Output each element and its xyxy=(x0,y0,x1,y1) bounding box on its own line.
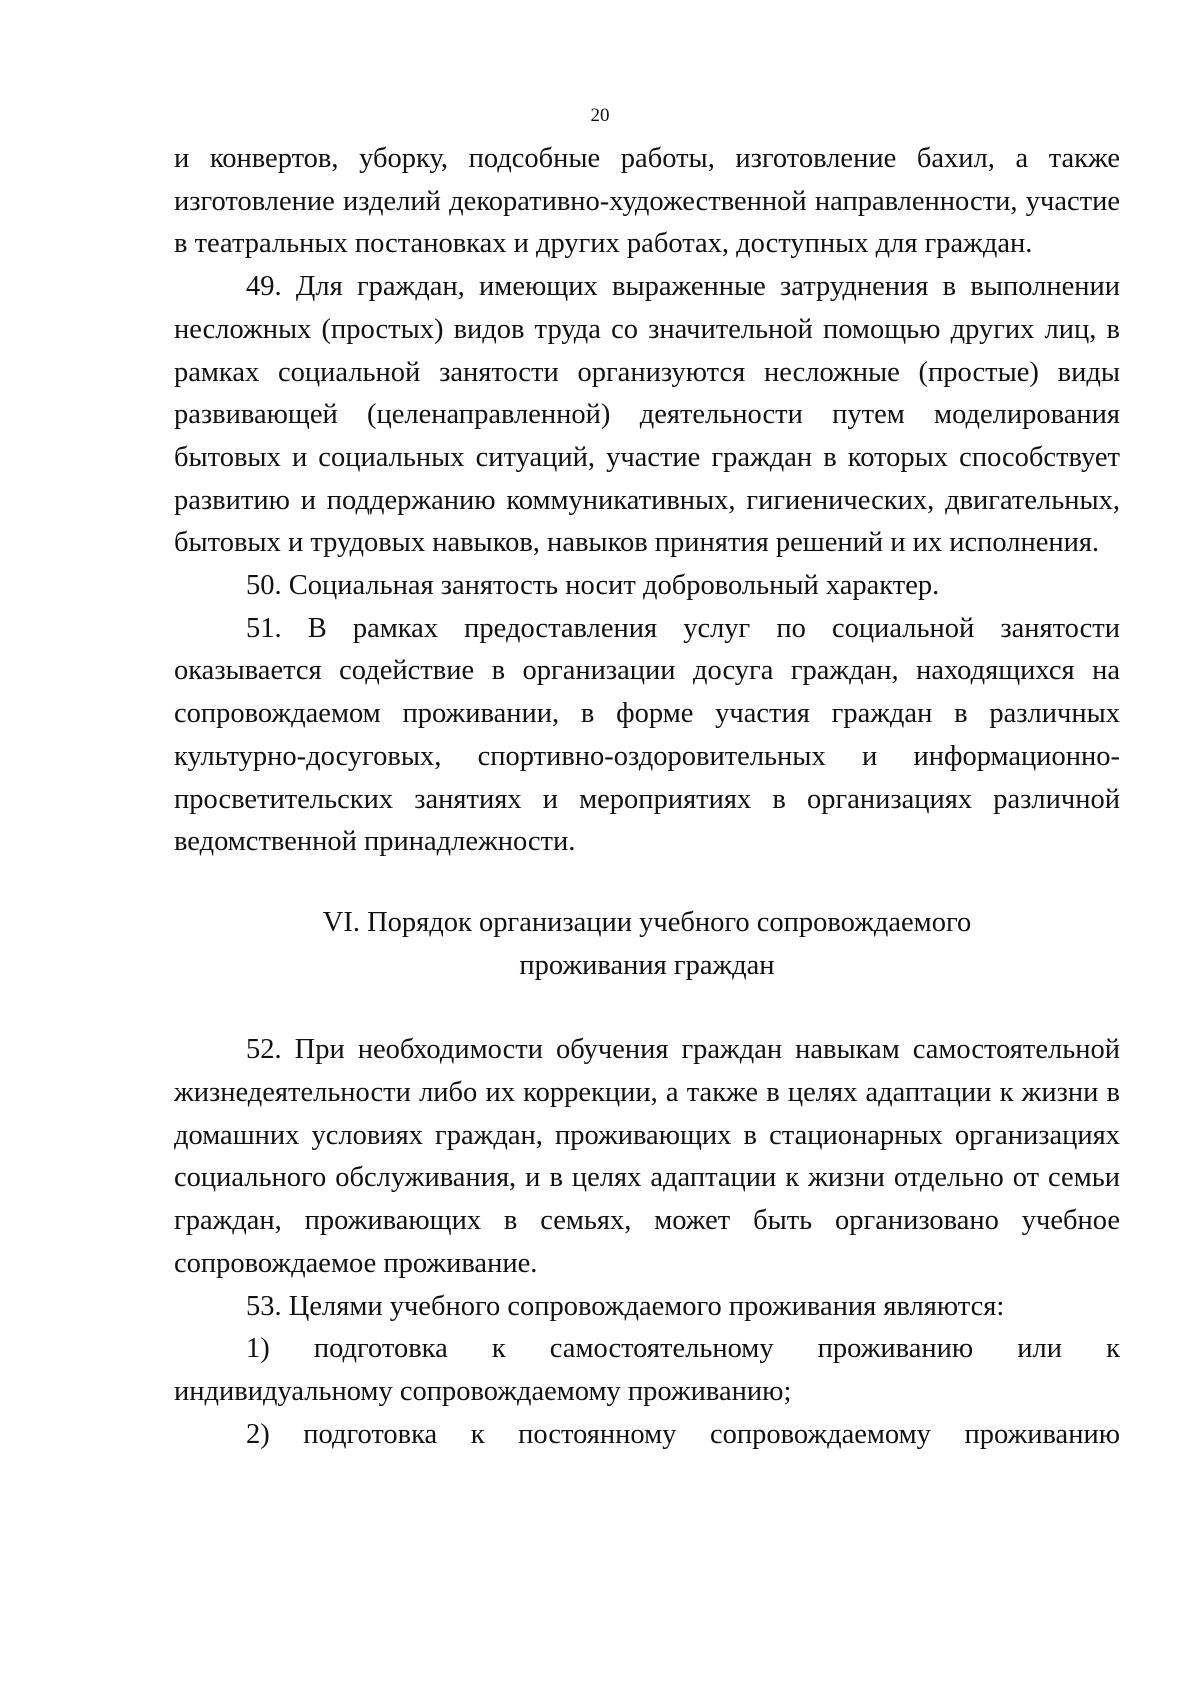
document-body xyxy=(174,138,1120,1456)
section-heading xyxy=(174,902,1120,987)
paragraph-49: 49. Для граждан, имеющих выраженные затруднения в выполнении несложных (простых) видов труда со значительной помощью других лиц, в рамках социальной занятости организуются несложные (простые) виды развивающей (целенаправленной) деятельности путем моделирования бытовых и социальных ситуаций, участие граждан в которых способствует развитию и поддержанию коммуникативных, гигиенических, двигательных, бытовых и трудовых навыков, навыков принятия решений и их исполнения. xyxy=(174,271,1120,559)
paragraph-continuation: и конвертов, уборку, подсобные работы, изготовление бахил, а также изготовление изделий декоративно-художественной направленности, участие в театральных постановках и других работах, доступных для граждан. xyxy=(174,143,1120,260)
page-number: 20 xyxy=(590,105,610,126)
paragraph-53: 53. Целями учебного сопровождаемого проживания являются: xyxy=(246,1290,1005,1322)
paragraph-51: 51. В рамках предоставления услуг по социальной занятости оказывается содействие в организации досуга граждан, находящихся на сопровождаемом проживании, в форме участия граждан в различных культурно-досуговых, спортивно-оздоровительных и информационно-просветительских занятиях и мероприятиях в организациях различной ведомственной принадлежности. xyxy=(174,612,1120,858)
section-heading-line-1: VI. Порядок организации учебного сопровождаемого xyxy=(322,906,972,938)
list-item-1: 1) подготовка к самостоятельному проживанию или к индивидуальному сопровождаемому проживанию; xyxy=(174,1333,1120,1407)
paragraph-50: 50. Социальная занятость носит добровольный характер. xyxy=(246,570,940,602)
list-item-2: 2) подготовка к постоянному сопровождаемому проживанию xyxy=(246,1418,1120,1450)
section-heading-line-2: проживания граждан xyxy=(519,949,775,981)
paragraph-52: 52. При необходимости обучения граждан навыкам самостоятельной жизнедеятельности либо их коррекции, а также в целях адаптации к жизни в домашних условиях граждан, проживающих в стационарных организациях социального обслуживания, и в целях адаптации к жизни отдельно от семьи граждан, проживающих в семьях, может быть организовано учебное сопровождаемое проживание. xyxy=(174,1034,1120,1279)
